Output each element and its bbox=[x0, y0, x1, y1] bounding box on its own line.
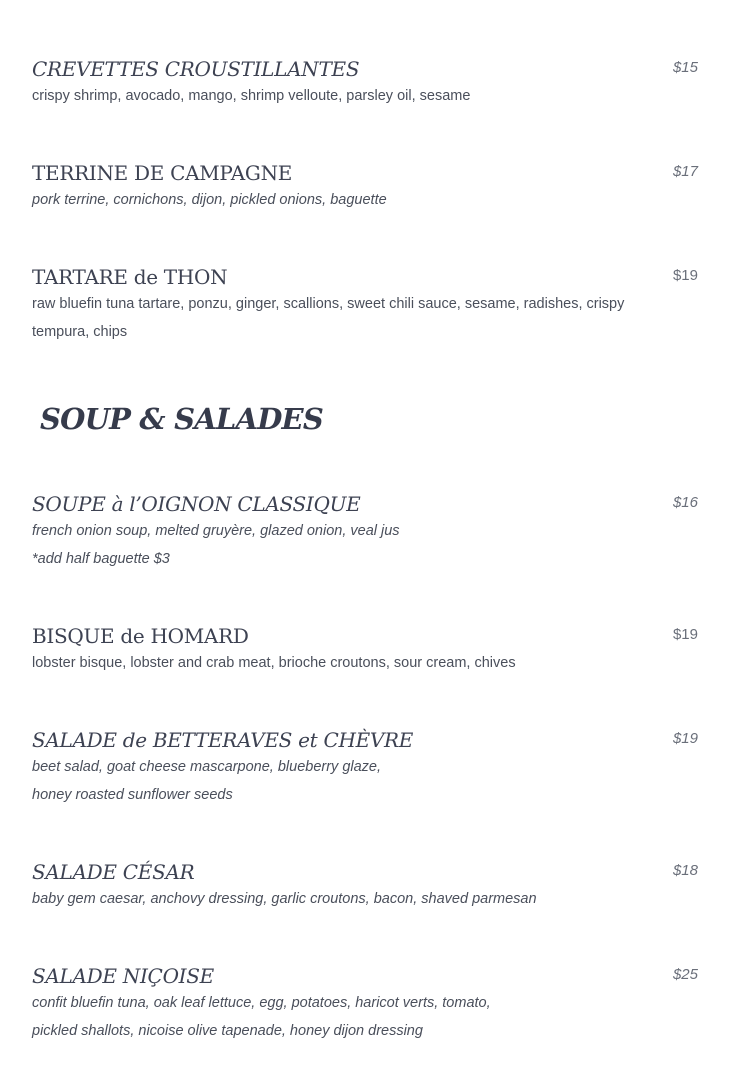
dish-name: SALADE CÉSAR bbox=[32, 860, 195, 884]
dish-price: $18 bbox=[672, 862, 698, 879]
dish-name: TERRINE DE CAMPAGNE bbox=[32, 161, 293, 185]
dish-price: $17 bbox=[672, 163, 698, 180]
dish-price: $19 bbox=[672, 267, 698, 284]
menu-item-salade-betteraves bbox=[32, 727, 698, 809]
dish-name: SALADE de BETTERAVES et CHÈVRE bbox=[32, 728, 414, 752]
dish-name: BISQUE de HOMARD bbox=[32, 624, 249, 648]
dish-description-line-2: honey roasted sunflower seeds bbox=[32, 787, 233, 803]
dish-price: $19 bbox=[672, 626, 698, 643]
dish-name: CREVETTES CROUSTILLANTES bbox=[32, 57, 360, 81]
dish-price: $16 bbox=[672, 494, 698, 511]
dish-description-line-2: tempura, chips bbox=[32, 324, 128, 340]
dish-description: baby gem caesar, anchovy dressing, garlic croutons, bacon, shaved parmesan bbox=[32, 891, 537, 907]
menu-item-salade-cesar bbox=[32, 859, 698, 913]
dish-description-line-1: french onion soup, melted gruyère, glazed onion, veal jus bbox=[32, 523, 400, 539]
dish-description: lobster bisque, lobster and crab meat, brioche croutons, sour cream, chives bbox=[32, 655, 516, 671]
menu-item-terrine bbox=[32, 160, 698, 214]
dish-name: SALADE NIÇOISE bbox=[32, 964, 214, 988]
dish-name: SOUPE à l’OIGNON CLASSIQUE bbox=[32, 492, 361, 516]
dish-description-line-1: beet salad, goat cheese mascarpone, blueberry glaze, bbox=[32, 759, 382, 775]
dish-description-line-2: *add half baguette $3 bbox=[32, 551, 170, 567]
dish-price: $19 bbox=[672, 730, 698, 747]
menu-item-soupe-oignon bbox=[32, 491, 698, 573]
menu-item-salade-nicoise bbox=[32, 963, 698, 1045]
menu-item-crevettes bbox=[32, 56, 698, 110]
dish-description-line-1: confit bluefin tuna, oak leaf lettuce, egg, potatoes, haricot verts, tomato, bbox=[32, 995, 491, 1011]
dish-description: pork terrine, cornichons, dijon, pickled onions, baguette bbox=[32, 192, 387, 208]
dish-price: $15 bbox=[672, 59, 698, 76]
section-title-soup-salades: SOUP & SALADES bbox=[40, 402, 324, 436]
dish-name: TARTARE de THON bbox=[32, 265, 228, 289]
menu-item-bisque bbox=[32, 623, 698, 677]
dish-description-line-2: pickled shallots, nicoise olive tapenade, honey dijon dressing bbox=[32, 1023, 423, 1039]
dish-price: $25 bbox=[672, 966, 698, 983]
menu-item-tartare bbox=[32, 264, 698, 346]
dish-description-line-1: raw bluefin tuna tartare, ponzu, ginger, scallions, sweet chili sauce, sesame, radishes, crispy bbox=[32, 296, 625, 312]
dish-description: crispy shrimp, avocado, mango, shrimp velloute, parsley oil, sesame bbox=[32, 88, 471, 104]
